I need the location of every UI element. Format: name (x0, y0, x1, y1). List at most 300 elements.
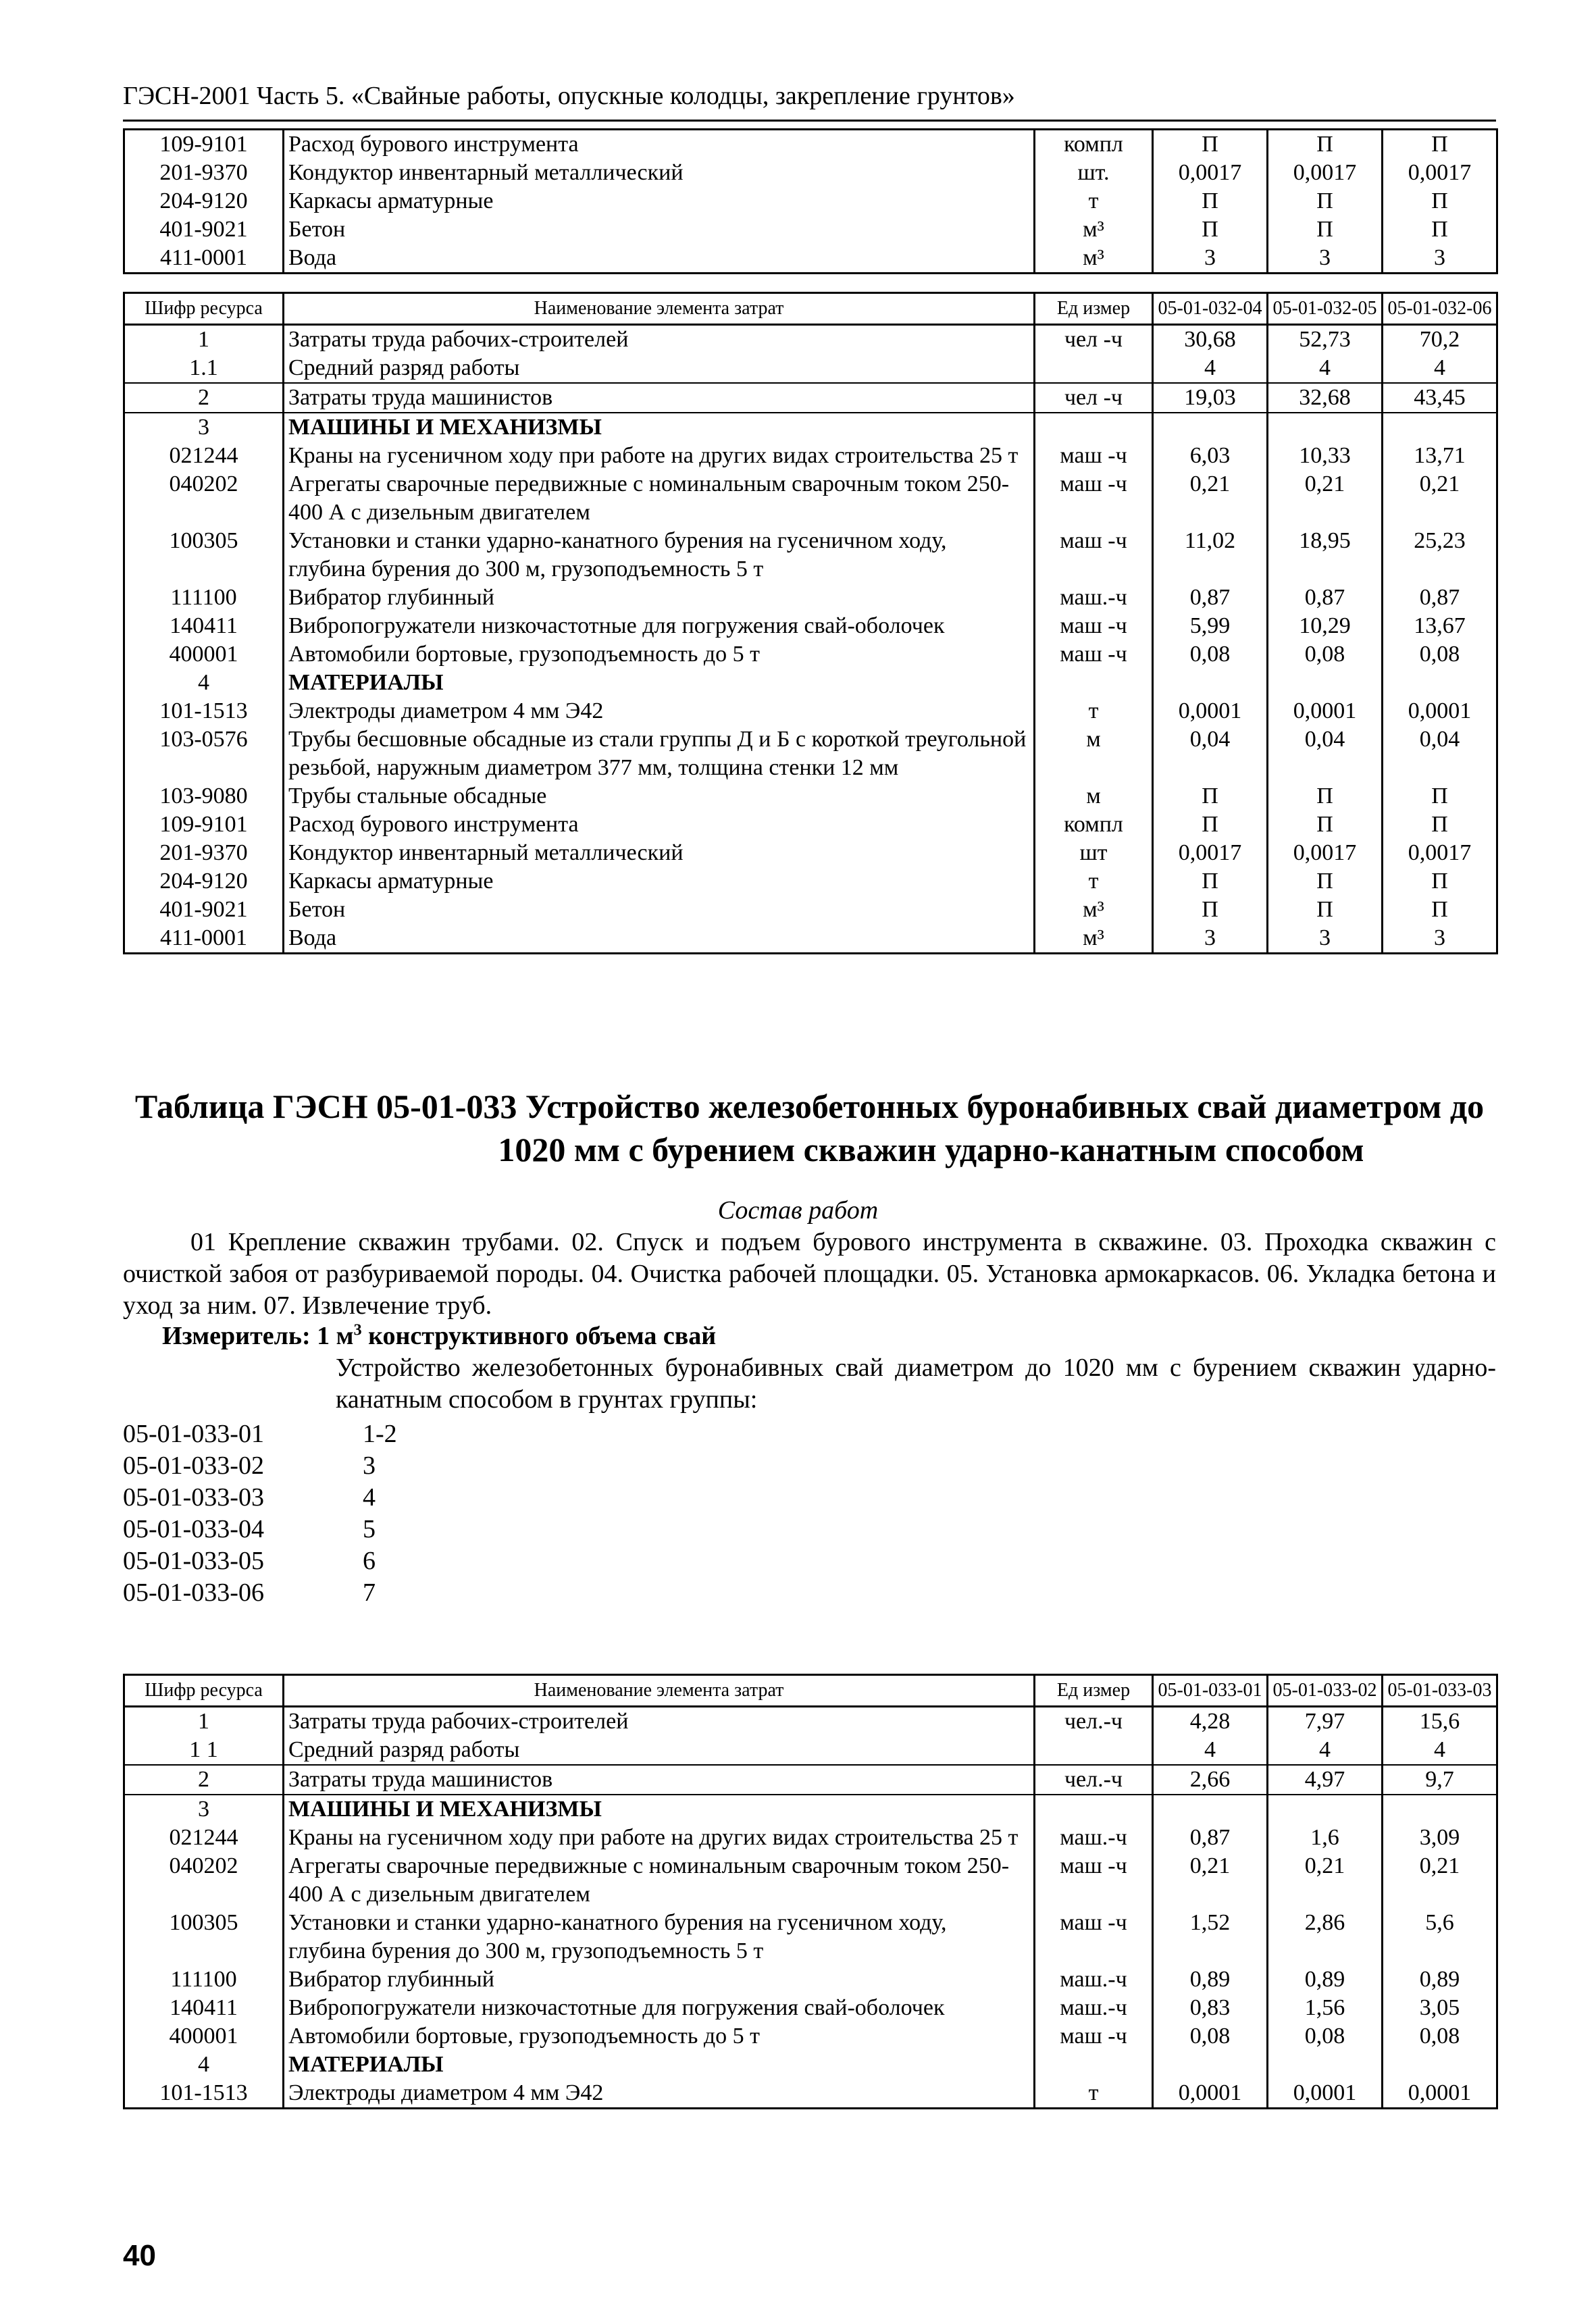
row-unit: чел.-ч (1035, 1707, 1153, 1737)
variants-description: Устройство железобетонных буронабивных свай диаметром до 1020 мм с бурением скважин ударно-канатным способом в грунтах группы: (336, 1354, 1496, 1414)
row-code: 021244 (124, 442, 284, 470)
row-value-2 (1268, 413, 1383, 442)
row-value-3: 0,04 (1383, 725, 1497, 782)
row-unit: чел -ч (1035, 325, 1153, 355)
row-unit: компл (1035, 811, 1153, 839)
table-row (124, 839, 1497, 867)
table-row (124, 325, 1497, 355)
table-row (124, 697, 1497, 725)
row-name: Каркасы арматурные (284, 867, 1035, 896)
row-value-2: 0,21 (1268, 1852, 1383, 1909)
table-title (123, 1085, 1496, 1171)
row-value-2: 0,0001 (1268, 697, 1383, 725)
row-unit: шт (1035, 839, 1153, 867)
row-value-2: 4,97 (1268, 1765, 1383, 1795)
table-row (124, 669, 1497, 697)
row-name: Электроды диаметром 4 мм Э42 (284, 697, 1035, 725)
row-value-2: 0,08 (1268, 640, 1383, 669)
composition-heading: Состав работ (717, 1196, 879, 1225)
row-code: 103-9080 (124, 782, 284, 811)
row-value-2: 4 (1268, 1736, 1383, 1765)
row-value-2: 10,33 (1268, 442, 1383, 470)
row-value-1: 0,08 (1153, 640, 1268, 669)
row-name: Затраты труда машинистов (284, 1765, 1035, 1795)
row-unit: маш -ч (1035, 612, 1153, 640)
table-title-line-2: 1020 мм с бурением скважин ударно-канатным способом (498, 1131, 1364, 1168)
row-value-2: 7,97 (1268, 1707, 1383, 1737)
row-value-3 (1383, 2051, 1497, 2079)
row-value-3: 0,21 (1383, 1852, 1497, 1909)
table-title-line-1: Таблица ГЭСН 05-01-033 Устройство железобетонных буронабивных свай диаметром до (134, 1087, 1485, 1125)
table-row (124, 1852, 1497, 1909)
row-value-3: 0,87 (1383, 584, 1497, 612)
table-row (124, 1795, 1497, 1824)
row-value-3: П (1383, 130, 1497, 159)
row-name: Расход бурового инструмента (284, 811, 1035, 839)
meter-value: 1 $м^3$ конструктивного объема свай (317, 1321, 717, 1350)
row-unit: маш -ч (1035, 1909, 1153, 1965)
variant-row (123, 1577, 397, 1609)
row-name: Автомобили бортовые, грузоподъемность до 5 т (284, 2022, 1035, 2051)
meter-label: Измеритель: (162, 1322, 311, 1350)
row-unit: м³ (1035, 896, 1153, 924)
variant-group: 6 (363, 1547, 376, 1575)
row-value-2: П (1268, 867, 1383, 896)
row-code: 040202 (124, 1852, 284, 1909)
row-unit (1035, 669, 1153, 697)
row-value-2: 4 (1268, 354, 1383, 383)
row-value-3: 0,08 (1383, 640, 1497, 669)
row-value-1 (1153, 2051, 1268, 2079)
row-name: Вибратор глубинный (284, 1965, 1035, 1994)
row-value-3: 0,0017 (1383, 839, 1497, 867)
table-row (124, 244, 1497, 274)
row-name: Бетон (284, 215, 1035, 244)
variant-code: 05-01-033-04 (123, 1515, 264, 1543)
row-value-3: П (1383, 215, 1497, 244)
row-value-1: П (1153, 811, 1268, 839)
row-value-2: 1,56 (1268, 1994, 1383, 2022)
row-unit: м³ (1035, 215, 1153, 244)
row-code: 1 1 (124, 1736, 284, 1765)
row-name: Затраты труда рабочих-строителей (284, 325, 1035, 355)
row-code: 100305 (124, 1909, 284, 1965)
row-value-2: 0,04 (1268, 725, 1383, 782)
table-row (124, 612, 1497, 640)
row-name: Каркасы арматурные (284, 187, 1035, 215)
header-col-3: 05-01-032-06 (1383, 293, 1497, 325)
row-unit (1035, 354, 1153, 383)
page-number: 40 (123, 2239, 156, 2272)
row-value-2 (1268, 2051, 1383, 2079)
row-name: Краны на гусеничном ходу при работе на других видах строительства 25 т (284, 1824, 1035, 1852)
row-value-1: П (1153, 896, 1268, 924)
row-value-2: 2,86 (1268, 1909, 1383, 1965)
row-code: 1.1 (124, 354, 284, 383)
row-name: Вибропогружатели низкочастотные для погружения свай-оболочек (284, 612, 1035, 640)
header-name: Наименование элемента затрат (284, 293, 1035, 325)
row-value-1: 0,04 (1153, 725, 1268, 782)
row-code: 400001 (124, 640, 284, 669)
row-value-3: 15,6 (1383, 1707, 1497, 1737)
table-row (124, 2079, 1497, 2109)
table-row (124, 2051, 1497, 2079)
row-unit: м (1035, 725, 1153, 782)
row-value-2: 0,0001 (1268, 2079, 1383, 2109)
header-unit: Ед измер (1035, 1675, 1153, 1707)
row-name: Вода (284, 244, 1035, 274)
variant-group: 5 (363, 1515, 376, 1543)
row-value-3: 0,89 (1383, 1965, 1497, 1994)
table-row (124, 1765, 1497, 1795)
row-value-1: 0,21 (1153, 470, 1268, 527)
row-value-3: 5,6 (1383, 1909, 1497, 1965)
row-name: Вибропогружатели низкочастотные для погружения свай-оболочек (284, 1994, 1035, 2022)
row-code: 100305 (124, 527, 284, 584)
row-value-3: П (1383, 782, 1497, 811)
row-value-1 (1153, 1795, 1268, 1824)
row-value-3: 0,0001 (1383, 697, 1497, 725)
table-row (124, 470, 1497, 527)
row-value-1: 4,28 (1153, 1707, 1268, 1737)
row-unit: т (1035, 867, 1153, 896)
row-value-3: 3 (1383, 244, 1497, 274)
row-value-1: 0,0001 (1153, 697, 1268, 725)
header-col-1: 05-01-032-04 (1153, 293, 1268, 325)
row-unit: маш.-ч (1035, 584, 1153, 612)
variant-row (123, 1545, 397, 1577)
variant-code: 05-01-033-05 (123, 1547, 264, 1575)
row-value-2: 1,6 (1268, 1824, 1383, 1852)
table-row (124, 1994, 1497, 2022)
row-value-1: 0,0017 (1153, 839, 1268, 867)
row-code: 401-9021 (124, 215, 284, 244)
row-value-3: П (1383, 896, 1497, 924)
row-value-2: 52,73 (1268, 325, 1383, 355)
row-unit: маш -ч (1035, 442, 1153, 470)
row-value-1: 6,03 (1153, 442, 1268, 470)
row-unit (1035, 2051, 1153, 2079)
row-unit: т (1035, 187, 1153, 215)
row-code: 101-1513 (124, 697, 284, 725)
resource-table-032 (123, 292, 1498, 954)
row-unit: маш -ч (1035, 527, 1153, 584)
row-value-1: 0,89 (1153, 1965, 1268, 1994)
table-row (124, 867, 1497, 896)
row-code: 021244 (124, 1824, 284, 1852)
row-code: 1 (124, 1707, 284, 1737)
row-code: 2 (124, 1765, 284, 1795)
table-row (124, 215, 1497, 244)
row-unit: м³ (1035, 924, 1153, 954)
header-code: Шифр ресурса (124, 1675, 284, 1707)
row-value-2: 18,95 (1268, 527, 1383, 584)
row-value-2: П (1268, 187, 1383, 215)
variant-row (123, 1450, 397, 1482)
row-unit (1035, 1795, 1153, 1824)
row-unit (1035, 1736, 1153, 1765)
row-unit: м (1035, 782, 1153, 811)
variant-code: 05-01-033-03 (123, 1483, 264, 1512)
variant-row (123, 1514, 397, 1545)
row-unit: чел -ч (1035, 383, 1153, 413)
row-value-2: 0,0017 (1268, 159, 1383, 187)
variant-code: 05-01-033-01 (123, 1420, 264, 1448)
table-row (124, 584, 1497, 612)
variant-row (123, 1482, 397, 1514)
row-unit: т (1035, 2079, 1153, 2109)
row-code: 401-9021 (124, 896, 284, 924)
table-row (124, 187, 1497, 215)
row-name: МАТЕРИАЛЫ (284, 669, 1035, 697)
row-unit: маш -ч (1035, 640, 1153, 669)
row-name: МАШИНЫ И МЕХАНИЗМЫ (284, 413, 1035, 442)
continued-table (123, 128, 1498, 274)
row-value-2: 0,21 (1268, 470, 1383, 527)
row-value-3: 3 (1383, 924, 1497, 954)
row-unit: компл (1035, 130, 1153, 159)
row-value-3: 4 (1383, 354, 1497, 383)
row-code: 1 (124, 325, 284, 355)
row-value-2: 0,89 (1268, 1965, 1383, 1994)
row-name: Краны на гусеничном ходу при работе на других видах строительства 25 т (284, 442, 1035, 470)
row-value-3: 43,45 (1383, 383, 1497, 413)
row-value-1: 1,52 (1153, 1909, 1268, 1965)
table-row (124, 811, 1497, 839)
row-value-1: 4 (1153, 354, 1268, 383)
row-value-2: 3 (1268, 244, 1383, 274)
table-row (124, 159, 1497, 187)
row-code: 400001 (124, 2022, 284, 2051)
table-row (124, 924, 1497, 954)
row-unit: м³ (1035, 244, 1153, 274)
table-row (124, 2022, 1497, 2051)
table-row (124, 1909, 1497, 1965)
row-value-2: П (1268, 215, 1383, 244)
row-name: Бетон (284, 896, 1035, 924)
row-code: 4 (124, 669, 284, 697)
row-name: Установки и станки ударно-канатного бурения на гусеничном ходу, глубина бурения до 300 м, грузоподъемность 5 т (284, 1909, 1035, 1965)
row-value-3: 0,0017 (1383, 159, 1497, 187)
row-value-3: 0,08 (1383, 2022, 1497, 2051)
row-value-3: 3,05 (1383, 1994, 1497, 2022)
row-value-3: 4 (1383, 1736, 1497, 1765)
row-name: Трубы бесшовные обсадные из стали группы Д и Б с короткой треугольной резьбой, наружным диаметром 377 мм, толщина стенки 12 мм (284, 725, 1035, 782)
variant-group: 1-2 (363, 1420, 397, 1448)
row-value-3 (1383, 669, 1497, 697)
row-value-3: 0,0001 (1383, 2079, 1497, 2109)
row-value-3: 13,67 (1383, 612, 1497, 640)
table-row (124, 383, 1497, 413)
table-row (124, 782, 1497, 811)
row-value-2: 0,87 (1268, 584, 1383, 612)
running-header: ГЭСН-2001 Часть 5. «Свайные работы, опускные колодцы, закрепление грунтов» (123, 82, 1015, 110)
row-code: 103-0576 (124, 725, 284, 782)
row-value-1: 0,08 (1153, 2022, 1268, 2051)
row-value-1: 0,21 (1153, 1852, 1268, 1909)
row-code: 3 (124, 1795, 284, 1824)
row-unit: маш.-ч (1035, 1994, 1153, 2022)
row-unit: маш.-ч (1035, 1824, 1153, 1852)
header-name: Наименование элемента затрат (284, 1675, 1035, 1707)
row-value-1: 0,87 (1153, 1824, 1268, 1852)
row-code: 411-0001 (124, 244, 284, 274)
header-unit: Ед измер (1035, 293, 1153, 325)
row-name: Агрегаты сварочные передвижные с номинальным сварочным током 250-400 А с дизельным двигателем (284, 470, 1035, 527)
meter-line (162, 1321, 716, 1351)
row-unit: маш -ч (1035, 1852, 1153, 1909)
row-value-2 (1268, 1795, 1383, 1824)
row-value-3 (1383, 413, 1497, 442)
row-code: 140411 (124, 612, 284, 640)
row-value-3: 25,23 (1383, 527, 1497, 584)
row-name: Вода (284, 924, 1035, 954)
row-value-1: 19,03 (1153, 383, 1268, 413)
row-name: Вибратор глубинный (284, 584, 1035, 612)
row-value-2: П (1268, 782, 1383, 811)
row-unit: т (1035, 697, 1153, 725)
row-name: МАТЕРИАЛЫ (284, 2051, 1035, 2079)
row-code: 2 (124, 383, 284, 413)
table-row (124, 130, 1497, 159)
variants-list (123, 1418, 397, 1609)
row-unit: чел.-ч (1035, 1765, 1153, 1795)
variant-group: 7 (363, 1578, 376, 1607)
row-code: 111100 (124, 584, 284, 612)
row-value-2: 0,0017 (1268, 839, 1383, 867)
row-value-1: 0,0017 (1153, 159, 1268, 187)
row-value-2 (1268, 669, 1383, 697)
row-name: Автомобили бортовые, грузоподъемность до 5 т (284, 640, 1035, 669)
row-value-2: П (1268, 811, 1383, 839)
row-name: Трубы стальные обсадные (284, 782, 1035, 811)
row-name: Электроды диаметром 4 мм Э42 (284, 2079, 1035, 2109)
row-name: Установки и станки ударно-канатного бурения на гусеничном ходу, глубина бурения до 300 м, грузоподъемность 5 т (284, 527, 1035, 584)
header-code: Шифр ресурса (124, 293, 284, 325)
row-value-2: 3 (1268, 924, 1383, 954)
row-value-1: 3 (1153, 924, 1268, 954)
row-value-1: П (1153, 187, 1268, 215)
row-value-2: 10,29 (1268, 612, 1383, 640)
row-name: Средний разряд работы (284, 354, 1035, 383)
row-unit: маш -ч (1035, 2022, 1153, 2051)
row-value-1: 0,83 (1153, 1994, 1268, 2022)
row-code: 4 (124, 2051, 284, 2079)
row-value-1: 0,0001 (1153, 2079, 1268, 2109)
row-value-2: 32,68 (1268, 383, 1383, 413)
table-row (124, 354, 1497, 383)
row-unit: шт. (1035, 159, 1153, 187)
row-code: 201-9370 (124, 159, 284, 187)
row-unit: маш -ч (1035, 470, 1153, 527)
variant-code: 05-01-033-02 (123, 1451, 264, 1480)
table-header-row (124, 1675, 1497, 1707)
row-value-2: П (1268, 896, 1383, 924)
row-name: Агрегаты сварочные передвижные с номинальным сварочным током 250-400 А с дизельным двигателем (284, 1852, 1035, 1909)
row-value-1: П (1153, 867, 1268, 896)
row-code: 204-9120 (124, 867, 284, 896)
row-code: 101-1513 (124, 2079, 284, 2109)
header-col-3: 05-01-033-03 (1383, 1675, 1497, 1707)
variant-code: 05-01-033-06 (123, 1578, 264, 1607)
header-col-2: 05-01-033-02 (1268, 1675, 1383, 1707)
row-value-2: П (1268, 130, 1383, 159)
row-code: 140411 (124, 1994, 284, 2022)
row-value-3: 70,2 (1383, 325, 1497, 355)
row-value-1: 4 (1153, 1736, 1268, 1765)
row-value-3: 13,71 (1383, 442, 1497, 470)
table-header-row (124, 293, 1497, 325)
row-value-1: 2,66 (1153, 1765, 1268, 1795)
header-rule (123, 120, 1496, 122)
row-value-1 (1153, 413, 1268, 442)
row-name: Кондуктор инвентарный металлический (284, 159, 1035, 187)
row-value-3: 9,7 (1383, 1765, 1497, 1795)
composition-text: 01 Крепление скважин трубами. 02. Спуск и подъем бурового инструмента в скважине. 03. Проходка скважин с очисткой забоя от разбуриваемой породы. 04. Очистка рабочей площадки. 05. Установка армокаркасов. 06. Укладка бетона и уход за ним. 07. Извлечение труб. (123, 1228, 1496, 1320)
header-col-2: 05-01-032-05 (1268, 293, 1383, 325)
row-value-3: П (1383, 867, 1497, 896)
variant-row (123, 1418, 397, 1450)
row-code: 3 (124, 413, 284, 442)
row-name: Затраты труда машинистов (284, 383, 1035, 413)
table-row (124, 413, 1497, 442)
row-name: Кондуктор инвентарный металлический (284, 839, 1035, 867)
row-value-3: 3,09 (1383, 1824, 1497, 1852)
row-name: Средний разряд работы (284, 1736, 1035, 1765)
row-value-3: П (1383, 187, 1497, 215)
header-col-1: 05-01-033-01 (1153, 1675, 1268, 1707)
row-value-1: 11,02 (1153, 527, 1268, 584)
row-code: 040202 (124, 470, 284, 527)
row-value-1: П (1153, 215, 1268, 244)
row-value-3: П (1383, 811, 1497, 839)
variant-group: 3 (363, 1451, 376, 1480)
row-code: 204-9120 (124, 187, 284, 215)
table-row (124, 1965, 1497, 1994)
row-code: 111100 (124, 1965, 284, 1994)
row-unit (1035, 413, 1153, 442)
table-row (124, 725, 1497, 782)
table-row (124, 1707, 1497, 1737)
row-name: Затраты труда рабочих-строителей (284, 1707, 1035, 1737)
row-code: 201-9370 (124, 839, 284, 867)
resource-table-033 (123, 1674, 1498, 2109)
row-value-1: П (1153, 130, 1268, 159)
row-value-1: 5,99 (1153, 612, 1268, 640)
row-value-3 (1383, 1795, 1497, 1824)
table-row (124, 1824, 1497, 1852)
row-value-3: 0,21 (1383, 470, 1497, 527)
row-value-1: 0,87 (1153, 584, 1268, 612)
row-value-2: 0,08 (1268, 2022, 1383, 2051)
row-value-1: 3 (1153, 244, 1268, 274)
row-code: 411-0001 (124, 924, 284, 954)
row-name: Расход бурового инструмента (284, 130, 1035, 159)
row-code: 109-9101 (124, 130, 284, 159)
row-code: 109-9101 (124, 811, 284, 839)
table-row (124, 442, 1497, 470)
row-name: МАШИНЫ И МЕХАНИЗМЫ (284, 1795, 1035, 1824)
table-row (124, 527, 1497, 584)
table-row (124, 1736, 1497, 1765)
row-unit: маш.-ч (1035, 1965, 1153, 1994)
variant-group: 4 (363, 1483, 376, 1512)
table-row (124, 640, 1497, 669)
row-value-1: П (1153, 782, 1268, 811)
table-row (124, 896, 1497, 924)
row-value-1 (1153, 669, 1268, 697)
row-value-1: 30,68 (1153, 325, 1268, 355)
